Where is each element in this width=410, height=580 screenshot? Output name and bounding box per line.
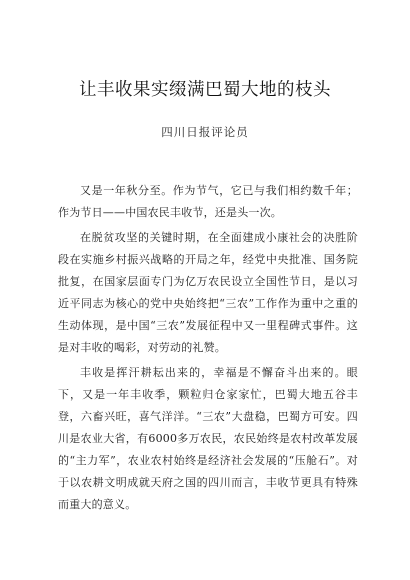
article-body <box>58 180 358 519</box>
paragraph-1: 又是一年秋分至。作为节气，它已与我们相约数千年；作为节日——中国农民丰收节，还是头一次。 <box>58 184 358 219</box>
paragraph-2: 在脱贫攻坚的关键时期，在全面建成小康社会的决胜阶段在实施乡村振兴战略的开局之年，经党中央批准、国务院批复，在国家层面专门为亿万农民设立全国性节日，是以习近平同志为核心的党中央始终把“三农”工作作为重中之重的生动体现，是中国“三农”发展征程中又一里程碑式事件。这是对丰收的喝彩，对劳动的礼赞。 <box>58 231 358 354</box>
article-title: 让丰收果实缀满巴蜀大地的枝头 <box>79 80 331 100</box>
article-byline: 四川日报评论员 <box>161 125 249 139</box>
paragraph-3: 丰收是挥汗耕耘出来的，幸福是不懈奋斗出来的。眼下，又是一年丰收季，颗粒归仓家家忙，巴蜀大地五谷丰登，六畜兴旺，喜气洋洋。“三农”大盘稳，巴蜀方可安。四川是农业大省，有6000多万农民，农民始终是农村改革发展的“主力军”，农业农村始终是经济社会发展的“压舱石”。对于以农耕文明成就天府之国的四川而言，丰收节更具有特殊而重大的意义。 <box>58 366 358 511</box>
